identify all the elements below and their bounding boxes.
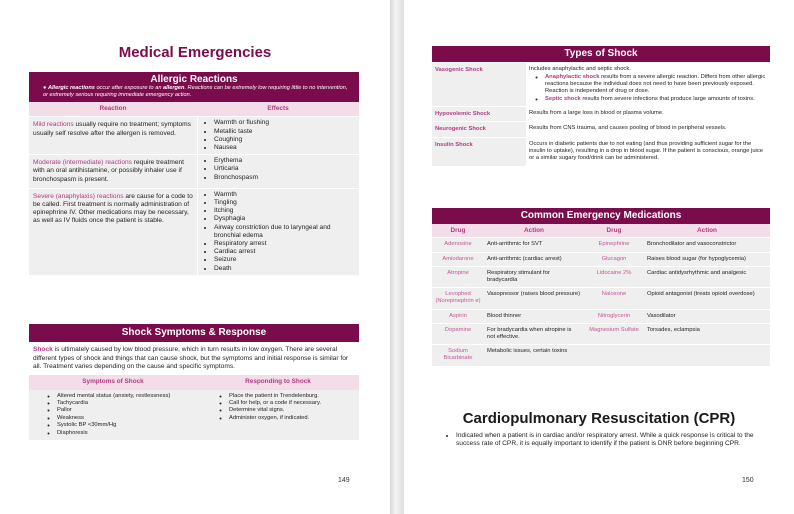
effects-cell bbox=[198, 155, 359, 188]
shock-intro: Shock is ultimately caused by low blood pressure, which in turn results in low oxygen. There are several different types of shock and things that can cause shock, but the symptoms and initial response is similar for all. Treatment varies depending on the cause and specific symptoms. bbox=[29, 342, 359, 375]
cpr-bullet: • Indicated when a patient is in cardiac and/or respiratory arrest. While a quick response is critical to the success rate of CPR, it is equally important to identify if the patient is DNR before beginning CPR. bbox=[456, 432, 764, 448]
shock-type-text: Occurs in diabetic patients due to not eating (and thus providing sufficient sugar for the insulin to uptake), resulting in a drop in blood sugar. If the patient is conscious, orange juice or a similar sugary food/drink can be administered. bbox=[529, 140, 763, 162]
response-item: ◦ Place the patient in Trendelenburg. bbox=[229, 393, 355, 400]
col-action: Action bbox=[644, 224, 770, 237]
effect-item: • Itching bbox=[214, 207, 355, 215]
allergic-intro: ● Allergic reactions occur after exposure to an allergen. Reactions can be extremely low requiring little to no intervention, or extremely serious requiring immediate emergency action. bbox=[29, 85, 359, 102]
shock-type-text: Results from CNS trauma, and causes pooling of blood in peripheral vessels. bbox=[529, 125, 727, 132]
shock-type-text: Includes anaphylactic and septic shock. bbox=[529, 66, 631, 73]
response-item: ◦ Administer oxygen, if indicated. bbox=[229, 415, 355, 422]
effect-item: • Warmth or flushing bbox=[214, 119, 355, 127]
shock-type-desc bbox=[526, 63, 770, 106]
allergic-column-headers bbox=[29, 102, 359, 116]
symptom-item: ◦ Pallor bbox=[57, 407, 197, 414]
drug-name: Sodium Bicarbinate bbox=[432, 344, 484, 365]
shock-type-desc bbox=[526, 107, 770, 121]
meds-header: Common Emergency Medications bbox=[432, 208, 770, 224]
drug-name: Dopamine bbox=[432, 323, 484, 344]
effects-cell bbox=[198, 189, 359, 275]
col-responding: Responding to Shock bbox=[245, 378, 311, 386]
drug-action: Torsades, eclampsia bbox=[644, 323, 770, 344]
left-page bbox=[0, 0, 390, 514]
effect-item: • Erythema bbox=[214, 157, 355, 165]
response-item: ◦ Determine vital signs. bbox=[229, 407, 355, 414]
shock-type-desc bbox=[526, 122, 770, 136]
drug-action: Bronchodilator and vasoconstrictor bbox=[644, 237, 770, 251]
drug-action: Opioid antagonist (treats opioid overdose) bbox=[644, 287, 770, 308]
col-symptoms: Symptoms of Shock bbox=[82, 378, 144, 386]
symptom-item: ◦ Tachycardia bbox=[57, 400, 197, 407]
drug-name: Amiodarone bbox=[432, 252, 484, 266]
effect-item: • Coughing bbox=[214, 136, 355, 144]
reaction-row bbox=[29, 188, 359, 275]
responses-list bbox=[201, 390, 359, 440]
symptom-item: ◦ Altered mental status (anxiety, restlessness) bbox=[57, 393, 197, 400]
col-effects: Effects bbox=[267, 105, 289, 113]
shock-type-text: Results from a large loss in blood or plasma volume. bbox=[529, 110, 664, 117]
page-title: Medical Emergencies bbox=[118, 44, 272, 61]
drug-action: Metabolic issues, certain toxins bbox=[484, 344, 584, 365]
shock-subtype bbox=[545, 96, 767, 103]
effect-item: • Death bbox=[214, 265, 355, 273]
book-gutter bbox=[390, 0, 404, 514]
shock-type-label: Neurogenic Shock bbox=[435, 126, 486, 133]
drug-action: Vasopressor (raises blood pressure) bbox=[484, 287, 584, 308]
reaction-cell bbox=[29, 189, 197, 275]
drug-name bbox=[584, 344, 644, 365]
reaction-row bbox=[29, 116, 359, 154]
drug-name: Levophed (Norepinephrin e) bbox=[432, 287, 484, 308]
drug-name: Adenosine bbox=[432, 237, 484, 251]
effect-item: • Airway constriction due to laryngeal and bronchial edema bbox=[214, 224, 355, 240]
drug-action: Cardiac antidysrhythmic and analgesic bbox=[644, 266, 770, 287]
shock-column-headers bbox=[29, 375, 359, 389]
effect-item: • Nausea bbox=[214, 144, 355, 152]
col-drug: Drug bbox=[432, 224, 484, 237]
shock-type-row bbox=[432, 121, 770, 136]
shock-subtype bbox=[545, 74, 767, 96]
medications-box bbox=[432, 208, 770, 366]
shock-type-label: Insulin Shock bbox=[435, 141, 473, 148]
allergic-reactions-box bbox=[29, 72, 359, 275]
col-reaction: Reaction bbox=[99, 105, 127, 113]
subtype-text: results from a severe allergic reaction. Differs from other allergic reactions because the individual does not need to have been previously exposed. Reaction is independent of drug or dose. bbox=[545, 73, 766, 95]
reaction-lead: Mild reactions bbox=[33, 121, 74, 129]
col-action: Action bbox=[484, 224, 584, 237]
drug-name: Epinephrine bbox=[584, 237, 644, 251]
page-number: 149 bbox=[338, 477, 350, 484]
drug-action: For bradycardia when atropine is not effective. bbox=[484, 323, 584, 344]
effects-list bbox=[202, 119, 355, 152]
reaction-lead: Severe (anaphylaxis) reactions bbox=[33, 192, 124, 200]
effect-item: • Dysphagia bbox=[214, 215, 355, 223]
reaction-row bbox=[29, 154, 359, 188]
response-item: ◦ Call for help, or a code if necessary. bbox=[229, 400, 355, 407]
drug-action: Vasodilator bbox=[644, 309, 770, 323]
shock-header: Shock Symptoms & Response bbox=[29, 324, 359, 342]
cpr-title: Cardiopulmonary Resuscitation (CPR) bbox=[462, 410, 736, 427]
subtype-lead: Anaphylactic shock bbox=[545, 73, 600, 80]
page-number: 150 bbox=[742, 477, 754, 484]
right-page bbox=[404, 0, 794, 514]
drug-name: Lidocaine 2% bbox=[584, 266, 644, 287]
reaction-text: require treatment with an oral antihistamine, or possibly inhaler use if bronchospasm is present. bbox=[33, 159, 184, 183]
effect-item: • Urticaria bbox=[214, 165, 355, 173]
symptom-item: ◦ Systolic BP <30mm/Hg bbox=[57, 422, 197, 429]
drug-name: Glucagon bbox=[584, 252, 644, 266]
medications-table bbox=[432, 224, 770, 365]
effect-item: • Cardiac arrest bbox=[214, 248, 355, 256]
symptom-item: ◦ Weakness bbox=[57, 415, 197, 422]
effects-list bbox=[202, 191, 355, 273]
subtype-text: results from severe infections that produce large amounts of toxins. bbox=[580, 95, 755, 102]
shock-subtypes bbox=[529, 74, 767, 104]
effect-item: • Tingling bbox=[214, 199, 355, 207]
types-header: Types of Shock bbox=[432, 46, 770, 62]
reaction-cell bbox=[29, 117, 197, 154]
drug-action: Blood thinner bbox=[484, 309, 584, 323]
drug-action: Anti-arrithmic (cardiac arrest) bbox=[484, 252, 584, 266]
shock-type-row bbox=[432, 137, 770, 166]
subtype-lead: Septic shock bbox=[545, 95, 581, 102]
reaction-lead: Moderate (intermediate) reactions bbox=[33, 159, 132, 167]
shock-type-label: Vasogenic Shock bbox=[435, 67, 483, 74]
effect-item: • Respiratory arrest bbox=[214, 240, 355, 248]
effect-item: • Warmth bbox=[214, 191, 355, 199]
col-drug: Drug bbox=[584, 224, 644, 237]
cpr-text bbox=[444, 432, 764, 448]
effect-item: • Seizure bbox=[214, 256, 355, 264]
allergic-header: Allergic Reactions bbox=[29, 72, 359, 85]
effects-cell bbox=[198, 117, 359, 154]
shock-type-label: Hypovolemic Shock bbox=[435, 111, 491, 118]
effect-item: • Metallic taste bbox=[214, 128, 355, 136]
symptom-item: ◦ Diaphoresis bbox=[57, 430, 197, 437]
drug-name: Aspirin bbox=[432, 309, 484, 323]
drug-action: Respiratory stimulant for bradycardia bbox=[484, 266, 584, 287]
drug-name: Nitroglycerin bbox=[584, 309, 644, 323]
shock-type-desc bbox=[526, 138, 770, 166]
shock-symptoms-box bbox=[29, 324, 359, 440]
reaction-text: usually require no treatment; symptoms usually self resolve after the allergen is removed. bbox=[33, 121, 191, 137]
effects-list bbox=[202, 157, 355, 182]
reaction-text: are cause for a code to be called. First treatment is normally administration of epinephrine IV. Other medications may be necessary, as well as IV fluids once the patient is stable. bbox=[33, 192, 193, 225]
reaction-cell bbox=[29, 155, 197, 188]
types-of-shock-box bbox=[432, 46, 770, 166]
symptoms-list bbox=[29, 390, 201, 440]
drug-name: Naloxone bbox=[584, 287, 644, 308]
effect-item: • Bronchospasm bbox=[214, 174, 355, 182]
drug-action: Raises blood sugar (for hypoglycemia) bbox=[644, 252, 770, 266]
drug-name: Atropine bbox=[432, 266, 484, 287]
shock-type-row bbox=[432, 106, 770, 121]
drug-name: Magnesium Sulfate bbox=[584, 323, 644, 344]
drug-action: Anti-arrithmic for SVT bbox=[484, 237, 584, 251]
shock-type-row bbox=[432, 62, 770, 106]
shock-lists bbox=[29, 390, 359, 440]
drug-action bbox=[644, 344, 770, 365]
